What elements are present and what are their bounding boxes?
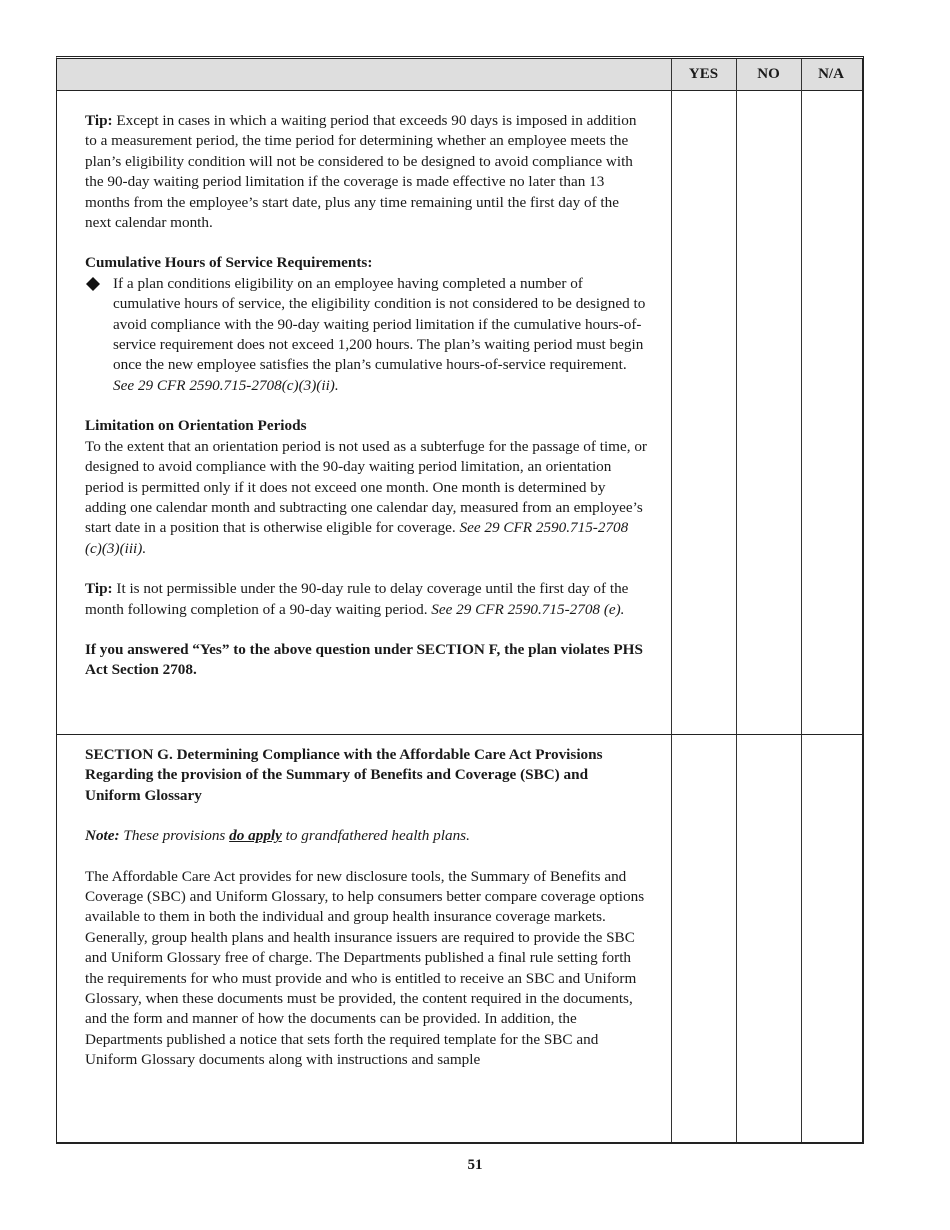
tip-text: Except in cases in which a waiting period that exceeds 90 days is imposed in addition to a measurement period, the time period for determining whether an employee meets the plan’s eligibility condition will not be considered to be designed to avoid compliance with the 90-day waiting period limitation if the coverage is made effective no later than 13 months from the employee’s start date, plus any time remaining until the first day of the next calendar month.	[85, 112, 637, 232]
tip-paragraph-2	[85, 579, 647, 620]
tip-label: Tip:	[85, 580, 113, 598]
section-f-cell	[85, 111, 647, 681]
checklist-table	[56, 56, 864, 1144]
column-divider-no	[736, 59, 737, 1142]
orientation-citation: See 29 CFR 2590.715-2708 (c)(3)(iii).	[85, 519, 629, 557]
tip-text: It is not permissible under the 90-day rule to delay coverage until the first day of the month following completion of a 90-day waiting period.	[85, 580, 629, 618]
tip-paragraph-1	[85, 111, 647, 233]
column-divider-yes	[671, 59, 672, 1142]
section-g-note	[85, 826, 647, 846]
orientation-heading: Limitation on Orientation Periods	[85, 417, 307, 435]
note-pre: These provisions	[119, 827, 230, 845]
tip-label: Tip:	[85, 112, 113, 129]
section-g-cell	[85, 745, 647, 1071]
section-f-conclusion	[85, 640, 647, 681]
bullet-citation: See 29 CFR 2590.715-2708(c)(3)(ii).	[113, 376, 339, 394]
note-emphasis: do apply	[229, 827, 282, 845]
list-item	[85, 274, 647, 396]
row-divider	[57, 734, 862, 735]
page-number: 51	[467, 1157, 483, 1173]
orientation-block	[85, 416, 647, 559]
column-header-no: NO	[757, 66, 780, 82]
note-post: to grandfathered health plans.	[281, 827, 470, 845]
column-header-na: N/A	[818, 66, 844, 82]
section-g-body: The Affordable Care Act provides for new disclosure tools, the Summary of Benefits and Coverage (SBC) and Uniform Glossary, to help consumers better compare coverage options available to them in both the individual and group health insurance coverage markets. Generally, group health plans and health insurance issuers are required to provide the SBC and Uniform Glossary free of charge. The Departments published a final rule setting forth the requirements for who must provide and who is entitled to receive an SBC and Uniform Glossary, when these documents must be provided, the content required in the documents, and the form and manner of how the documents can be provided. In addition, the Departments published a notice that sets forth the required template for the SBC and Uniform Glossary documents along with instructions and sample	[85, 867, 645, 1069]
section-g-title-text: SECTION G. Determining Compliance with the Affordable Care Act Provisions Regarding the provision of the Summary of Benefits and Coverage (SBC) and Uniform Glossary	[85, 746, 603, 804]
note-label: Note:	[85, 827, 120, 845]
cumulative-hours-heading: Cumulative Hours of Service Requirements:	[85, 254, 373, 272]
column-divider-na	[801, 59, 802, 1142]
column-header-yes: YES	[688, 66, 719, 82]
tip-citation: See 29 CFR 2590.715-2708 (e).	[431, 600, 625, 618]
table-header-row	[57, 59, 862, 91]
conclusion-text: If you answered “Yes” to the above question under SECTION F, the plan violates PHS Act Section 2708.	[85, 640, 643, 679]
bullet-text: If a plan conditions eligibility on an employee having completed a number of cumulative hours of service, the eligibility condition is not considered to be designed to avoid compliance with the 90-day waiting period limitation if the cumulative hours-of-service requirement does not exceed 1,200 hours. The plan’s waiting period must begin once the new employee satisfies the plan’s cumulative hours-of-service requirement.	[113, 274, 646, 374]
cumulative-hours-block	[85, 253, 647, 396]
section-g-title	[85, 745, 647, 806]
diamond-bullet-icon	[86, 277, 100, 291]
orientation-text: To the extent that an orientation period is not used as a subterfuge for the passage of time, or designed to avoid compliance with the 90-day waiting period limitation, an orientation period is permitted only if it does not exceed one month. One month is determined by adding one calendar month and subtracting one calendar day, measured from an employee’s start date in a position that is otherwise eligible for coverage.	[85, 437, 647, 537]
